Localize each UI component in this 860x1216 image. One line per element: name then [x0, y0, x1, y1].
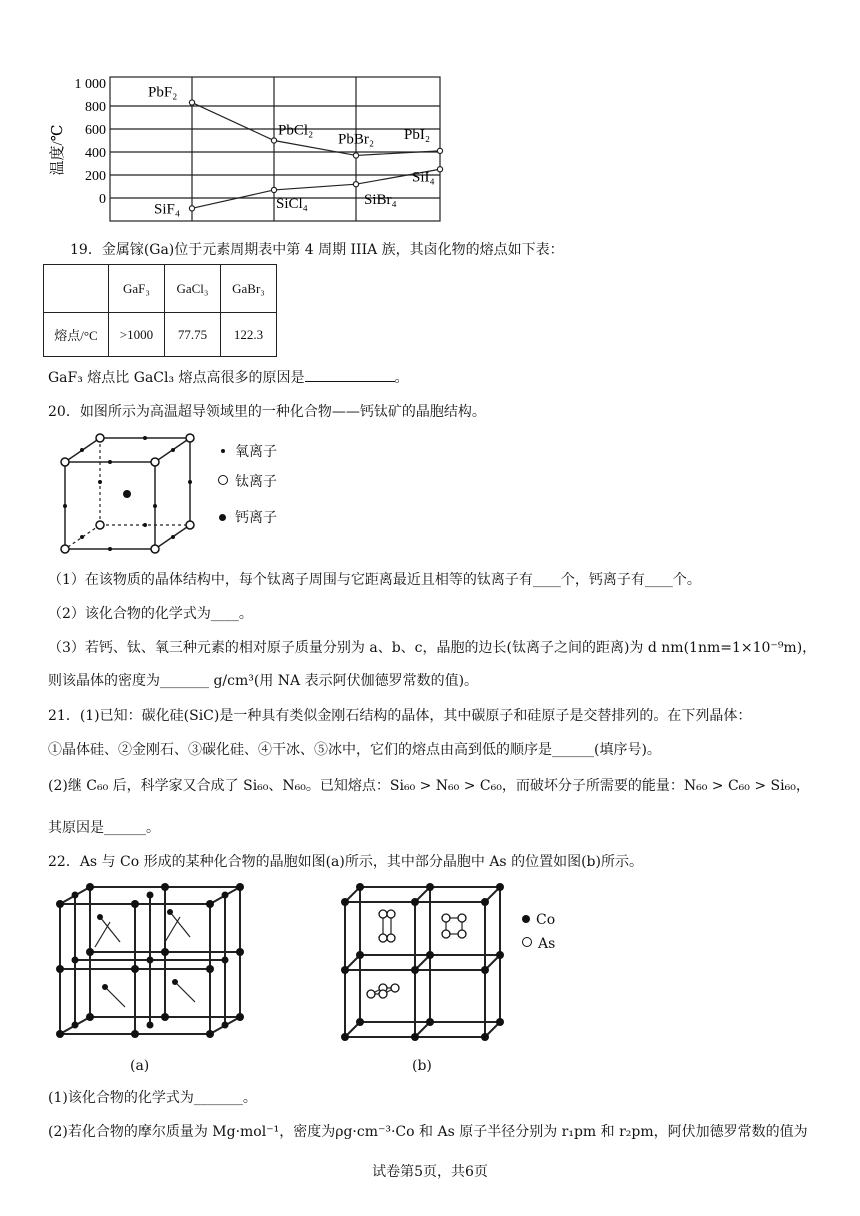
perovskite-cell-diagram	[55, 428, 215, 556]
cobalt-atom	[496, 951, 504, 959]
cobalt-atom	[236, 1013, 244, 1021]
cobalt-atom	[161, 1013, 169, 1021]
y-tick-label: 600	[85, 123, 106, 138]
calcium-marker-icon	[219, 514, 226, 521]
cobalt-atom	[206, 1030, 214, 1038]
cobalt-atom	[356, 1018, 364, 1026]
oxygen-ion	[80, 535, 84, 539]
q22-part1: (1)该化合物的化学式为_______。	[48, 1090, 257, 1106]
cobalt-atom	[236, 948, 244, 956]
cobalt-atom	[131, 965, 139, 973]
page-footer: 试卷第5页，共6页	[372, 1164, 488, 1180]
table-cell: 77.75	[164, 313, 220, 357]
cobalt-atom	[56, 900, 64, 908]
table-header: GaF₃	[108, 265, 164, 313]
cobalt-atom	[161, 883, 169, 891]
cobalt-atom	[56, 1030, 64, 1038]
cobalt-atom	[147, 1022, 154, 1029]
q21-part4: 其原因是______。	[48, 820, 160, 836]
legend-label: 氧离子	[235, 444, 277, 460]
cobalt-atom	[161, 948, 169, 956]
titanium-ion	[151, 458, 159, 466]
data-point	[189, 206, 194, 211]
data-label: SiF₄	[154, 201, 181, 218]
arsenic-atom	[379, 934, 387, 942]
table-row-label: 熔点/°C	[44, 313, 109, 357]
arsenic-atom	[387, 934, 395, 942]
table-cell: >1000	[108, 313, 164, 357]
legend-label: As	[538, 936, 556, 952]
cobalt-atom	[222, 1022, 229, 1029]
cobalt-atom	[341, 898, 349, 906]
cobalt-atom	[481, 966, 489, 974]
cobalt-atom	[341, 966, 349, 974]
cobalt-atom	[496, 1018, 504, 1026]
coas-cell-diagram-a	[50, 882, 250, 1042]
legend-oxygen	[218, 442, 338, 462]
cobalt-atom	[131, 900, 139, 908]
arsenic-marker-icon	[522, 937, 532, 947]
data-label: PbCl₂	[278, 122, 314, 139]
data-label: SiBr₄	[364, 192, 397, 209]
q19-question	[48, 367, 409, 388]
cobalt-atom	[222, 957, 229, 964]
cobalt-atom	[426, 1018, 434, 1026]
coas-cell-diagram-b	[335, 882, 515, 1042]
cobalt-atom	[481, 1033, 489, 1041]
caption-b: (b)	[412, 1058, 432, 1074]
caption-a: (a)	[130, 1058, 150, 1074]
legend-titanium	[218, 472, 338, 492]
cobalt-atom	[86, 883, 94, 891]
cobalt-atom	[167, 909, 173, 915]
arsenic-atom	[379, 990, 387, 998]
cobalt-atom	[481, 898, 489, 906]
titanium-ion	[151, 545, 159, 553]
data-point	[353, 182, 358, 187]
q20-part2: （2）该化合物的化学式为____。	[48, 606, 253, 622]
oxygen-ion	[171, 448, 175, 452]
arsenic-atom	[442, 914, 450, 922]
q22-text: 22．As 与 Co 形成的某种化合物的晶胞如图(a)所示，其中部分晶胞中 As 的位置如图(b)所示。	[48, 854, 643, 870]
cobalt-atom	[496, 883, 504, 891]
titanium-ion	[61, 545, 69, 553]
data-label: PbBr₂	[338, 131, 375, 148]
titanium-ion	[186, 521, 194, 529]
cobalt-atom	[86, 948, 94, 956]
cobalt-atom	[72, 892, 79, 899]
cobalt-atom	[341, 1033, 349, 1041]
q19-question-prefix: GaF₃ 熔点比 GaCl₃ 熔点高很多的原因是	[48, 370, 305, 386]
cobalt-atom	[131, 1030, 139, 1038]
oxygen-marker-icon	[221, 449, 225, 453]
oxygen-ion	[143, 436, 147, 440]
table-header: GaCl₃	[164, 265, 220, 313]
arsenic-atom	[391, 984, 399, 992]
y-tick-label: 800	[85, 100, 106, 115]
melting-point-chart	[40, 70, 460, 230]
data-label: PbF₂	[148, 84, 178, 101]
legend-label: 钙离子	[235, 510, 277, 526]
cobalt-atom	[147, 957, 154, 964]
cobalt-atom	[86, 1013, 94, 1021]
y-tick-label: 400	[85, 146, 106, 161]
calcium-ion	[123, 490, 131, 498]
oxygen-ion	[108, 460, 112, 464]
q22-part2: (2)若化合物的摩尔质量为 Mg·mol⁻¹，密度为ρg·cm⁻³·Co 和 As 原子半径分别为 r₁pm 和 r₂pm，阿伏加德罗常数的值为	[48, 1124, 808, 1140]
oxygen-ion	[98, 480, 102, 484]
cobalt-atom	[426, 951, 434, 959]
titanium-ion	[186, 434, 194, 442]
q19-text: 19．金属镓(Ga)位于元素周期表中第 4 周期 IIIA 族，其卤化物的熔点如下表：	[70, 242, 564, 258]
y-tick-label: 200	[85, 169, 106, 184]
arsenic-atom	[458, 930, 466, 938]
gallium-halide-table	[43, 264, 277, 357]
cobalt-atom	[236, 883, 244, 891]
cobalt-atom	[97, 914, 103, 920]
cobalt-atom	[222, 892, 229, 899]
data-label: SiI₄	[412, 169, 435, 186]
cobalt-atom	[56, 965, 64, 973]
cobalt-atom	[206, 900, 214, 908]
legend-calcium	[218, 508, 338, 528]
data-label: PbI₂	[404, 126, 431, 143]
data-point	[353, 153, 358, 158]
oxygen-ion	[153, 504, 157, 508]
answer-blank[interactable]	[305, 367, 395, 382]
q20-text: 20．如图所示为高温超导领域里的一种化合物——钙钛矿的晶胞结构。	[48, 404, 486, 420]
q21-part3: (2)继 C₆₀ 后，科学家又合成了 Si₆₀、N₆₀。已知熔点：Si₆₀ > N₆₀ > C₆₀，而破坏分子所需要的能量：N₆₀ > C₆₀ > Si₆₀，	[48, 778, 810, 794]
table-header-empty	[44, 265, 109, 313]
y-axis-label: 温度/℃	[50, 124, 66, 176]
legend-co	[522, 910, 582, 930]
q19-question-suffix: 。	[394, 370, 409, 386]
q20-part3: （3）若钙、钛、氧三种元素的相对原子质量分别为 a、b、c，晶胞的边长(钛离子之间的距离)为 d nm(1nm=1×10⁻⁹m)，	[48, 640, 817, 656]
cobalt-atom	[72, 957, 79, 964]
arsenic-atom	[442, 930, 450, 938]
q20-part4: 则该晶体的密度为_______ g/cm³(用 NA 表示阿伏伽德罗常数的值)。	[48, 673, 479, 689]
cobalt-atom	[411, 1033, 419, 1041]
cobalt-atom	[172, 979, 178, 985]
titanium-marker-icon	[218, 475, 228, 485]
oxygen-ion	[171, 535, 175, 539]
q21-part2: ①晶体硅、②金刚石、③碳化硅、④干冰、⑤冰中，它们的熔点由高到低的顺序是______(填序号)。	[48, 742, 661, 758]
cobalt-atom	[411, 966, 419, 974]
titanium-ion	[61, 458, 69, 466]
titanium-ion	[96, 521, 104, 529]
legend-as	[522, 934, 582, 954]
q20-part1: （1）在该物质的晶体结构中，每个钛离子周围与它距离最近且相等的钛离子有____个，钙离子有____个。	[48, 572, 701, 588]
cobalt-marker-icon	[522, 915, 530, 923]
oxygen-ion	[108, 547, 112, 551]
cobalt-atom	[411, 898, 419, 906]
arsenic-atom	[367, 990, 375, 998]
cobalt-atom	[356, 883, 364, 891]
table-header: GaBr₃	[220, 265, 276, 313]
legend-label: Co	[536, 912, 556, 928]
data-point	[437, 167, 442, 172]
data-point	[189, 100, 194, 105]
oxygen-ion	[143, 523, 147, 527]
y-tick-label: 1 000	[74, 77, 106, 92]
arsenic-atom	[458, 914, 466, 922]
cobalt-atom	[356, 951, 364, 959]
cobalt-atom	[206, 965, 214, 973]
titanium-ion	[96, 434, 104, 442]
arsenic-atom	[379, 910, 387, 918]
legend-label: 钛离子	[235, 474, 277, 490]
y-tick-label: 0	[99, 192, 106, 207]
cobalt-atom	[72, 1022, 79, 1029]
data-label: SiCl₄	[276, 195, 308, 212]
oxygen-ion	[188, 480, 192, 484]
y-tick-labels	[75, 77, 107, 207]
table-cell: 122.3	[220, 313, 276, 357]
cobalt-atom	[426, 883, 434, 891]
data-point	[437, 148, 442, 153]
data-point	[271, 138, 276, 143]
data-point	[271, 187, 276, 192]
oxygen-ion	[63, 504, 67, 508]
q21-part1: 21．(1)已知：碳化硅(SiC)是一种具有类似金刚石结构的晶体，其中碳原子和硅原子是交替排列的。在下列晶体：	[48, 708, 752, 724]
cobalt-atom	[147, 892, 154, 899]
arsenic-atom	[387, 910, 395, 918]
oxygen-ion	[80, 448, 84, 452]
cobalt-atom	[102, 984, 108, 990]
